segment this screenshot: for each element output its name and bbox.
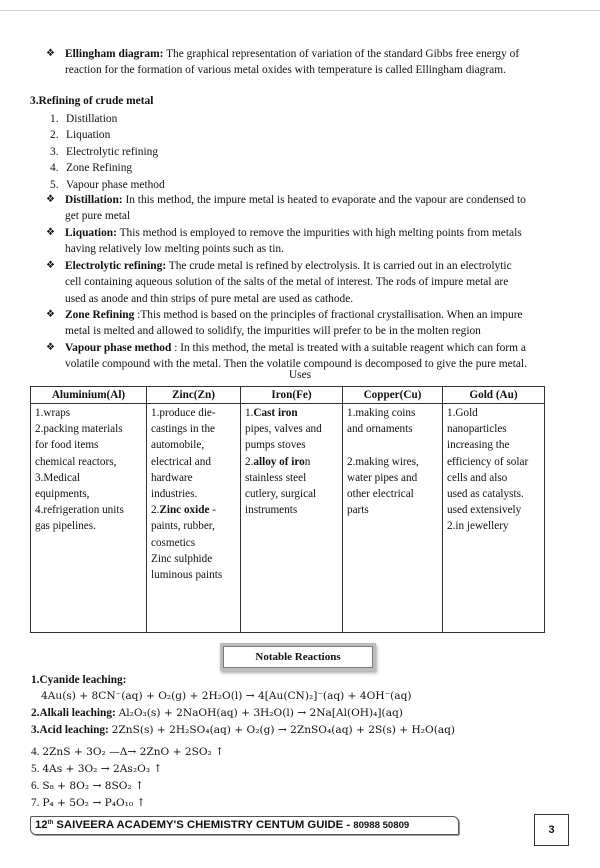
- header-gold: Gold (Au): [443, 387, 545, 404]
- equation: 2ZnS + 3O₂ —Δ→ 2ZnO + 2SO₂ ↑: [42, 746, 225, 758]
- reaction-2: 2.Alkali leaching: Al₂O₃(s) + 2NaOH(aq) + 3H₂O(l) → 2Na[Al(OH)₄](aq): [31, 707, 403, 719]
- bullet-vapour-phase: ❖ Vapour phase method : In this method, the metal is treated with a suitable reagent which can form a volatile compound with the metal. Then the volatile compound is decomposed to give the pure metal.: [46, 342, 527, 371]
- list-item: 2. Liquation: [50, 129, 111, 142]
- reaction-7: 7. P₄ + 5O₂ → P₄O₁₀ ↑: [31, 797, 146, 809]
- reaction-6: 6. S₈ + 8O₂ → 8SO₂ ↑: [31, 780, 144, 792]
- bullet-electrolytic-refining: ❖ Electrolytic refining: The crude metal is refined by electrolysis. It is carried out in an electrolytic cell containing aqueous solution of the salts of the metal of interest. The rods of impure metal are used as anode and thin strips of pure metal are used as cathode.: [46, 260, 512, 305]
- list-item: 1. Distillation: [50, 113, 118, 125]
- header-iron: Iron(Fe): [241, 387, 343, 404]
- uses-title: Uses: [288, 369, 312, 381]
- list-item: 4. Zone Refining: [50, 162, 133, 175]
- header-aluminium: Aluminium(Al): [31, 387, 147, 404]
- notable-reactions-title: Notable Reactions: [223, 646, 373, 668]
- ellingham-definition: [46, 46, 576, 79]
- diamond-bullet-icon: ❖: [46, 227, 55, 238]
- equation: S₈ + 8O₂ → 8SO₂ ↑: [42, 780, 144, 792]
- equation: P₄ + 5O₂ → P₄O₁₀ ↑: [42, 797, 146, 809]
- reaction-1: 1.Cyanide leaching: 4Au(s) + 8CN⁻(aq) + O₂(g) + 2H₂O(l) → 4[Au(CN)₂]⁻(aq) + 4OH⁻(aq): [31, 674, 412, 703]
- diamond-bullet-icon: ❖: [46, 260, 55, 271]
- equation: 4As + 3O₂ → 2As₂O₃ ↑: [42, 763, 163, 775]
- phone-number: 80988 50809: [353, 820, 410, 831]
- header-copper: Copper(Cu): [343, 387, 443, 404]
- table-row: [31, 404, 545, 633]
- page-top-border: [0, 10, 600, 11]
- definition-text: reaction for the formation of various metal oxides with temperature is called Ellingham diagram.: [65, 64, 506, 77]
- diamond-bullet-icon: ❖: [46, 194, 55, 205]
- term: Ellingham diagram:: [65, 48, 164, 60]
- diamond-bullet-icon: ❖: [46, 342, 55, 353]
- cell-zinc-uses: 1.produce die- castings in the automobile, electrical and hardware industries. 2.Zinc oxide - paints, rubber, cosmetics Zinc sulphide luminous paints: [147, 404, 241, 633]
- cell-iron-uses: 1.Cast iron pipes, valves and pumps stoves 2.alloy of iron stainless steel cutlery, surgical instruments: [241, 404, 343, 633]
- bullet-zone-refining: ❖ Zone Refining :This method is based on the principles of fractional crystallisation. When an impure metal is melted and allowed to solidify, the impurities will prefer to be in the molten region: [46, 309, 523, 338]
- page-number: 3: [534, 814, 569, 846]
- list-item: 5. Vapour phase method: [50, 178, 165, 191]
- section-heading: 3.Refining of crude metal: [30, 95, 154, 107]
- bullet-liquation: ❖ Liquation: This method is employed to remove the impurities with high melting points from metals having relatively low melting points such as tin.: [46, 227, 522, 256]
- bullet-distillation: ❖ Distillation: In this method, the impure metal is heated to evaporate and the vapour are condensed to get pure metal: [46, 194, 526, 223]
- reaction-4: 4. 2ZnS + 3O₂ —Δ→ 2ZnO + 2SO₂ ↑: [31, 746, 225, 758]
- cell-copper-uses: 1.making coins and ornaments 2.making wires, water pipes and other electrical parts: [343, 404, 443, 633]
- equation: 2ZnS(s) + 2H₂SO₄(aq) + O₂(g) → 2ZnSO₄(aq) + 2S(s) + H₂O(aq): [111, 724, 456, 736]
- cell-gold-uses: 1.Gold nanoparticles increasing the efficiency of solar cells and also used as catalysts. used extensively 2.in jewellery: [443, 404, 545, 633]
- refining-methods-list: [50, 111, 165, 193]
- uses-table: [30, 386, 545, 633]
- table-header-row: [31, 387, 545, 404]
- equation: 4Au(s) + 8CN⁻(aq) + O₂(g) + 2H₂O(l) → 4[Au(CN)₂]⁻(aq) + 4OH⁻(aq): [41, 690, 412, 703]
- diamond-bullet-icon: ❖: [46, 309, 55, 320]
- equation: Al₂O₃(s) + 2NaOH(aq) + 3H₂O(l) → 2Na[Al(OH)₄](aq): [118, 707, 403, 719]
- list-item: 3. Electrolytic refining: [50, 145, 159, 158]
- header-zinc: Zinc(Zn): [147, 387, 241, 404]
- reaction-5: 5. 4As + 3O₂ → 2As₂O₃ ↑: [31, 763, 163, 775]
- definition-text: The graphical representation of variation of the standard Gibbs free energy of: [163, 48, 520, 60]
- footer-title: 12th SAIVEERA ACADEMY'S CHEMISTRY CENTUM GUIDE - 80988 50809: [30, 816, 459, 835]
- cell-aluminium-uses: 1.wraps 2.packing materials for food items chemical reactors, 3.Medical equipments, 4.refrigeration units gas pipelines.: [31, 404, 147, 633]
- diamond-bullet-icon: ❖: [46, 48, 55, 59]
- reaction-3: 3.Acid leaching: 2ZnS(s) + 2H₂SO₄(aq) + O₂(g) → 2ZnSO₄(aq) + 2S(s) + H₂O(aq): [31, 724, 456, 736]
